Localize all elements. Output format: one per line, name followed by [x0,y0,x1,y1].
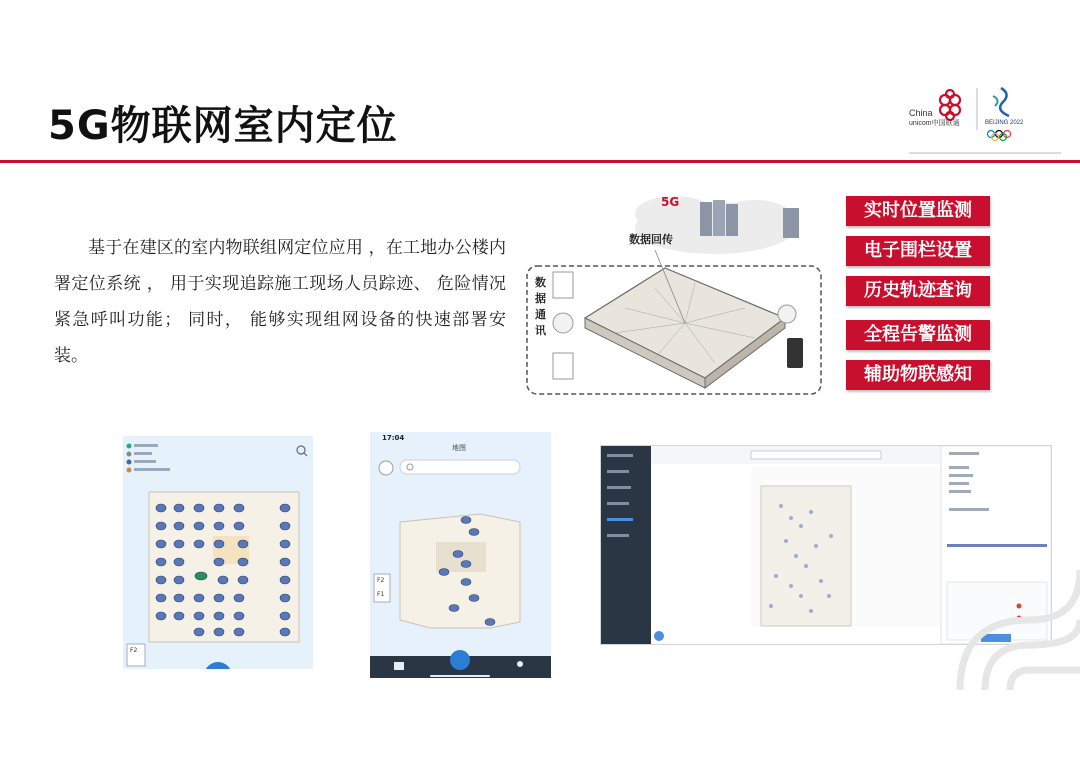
feature-alarm-monitor[interactable]: 全程告警监测 [846,320,990,350]
zoom-control[interactable] [654,631,664,641]
beijing-2022-emblem [985,88,1024,141]
gateway-icon [783,208,799,238]
label-data-comm-2: 据 [535,292,546,305]
anchor-device-icon [778,305,796,323]
time-range-slider[interactable] [751,451,881,459]
label-data-return: 数据回传 [629,233,673,246]
sidebar-item-active[interactable] [607,518,633,521]
title-divider [0,160,1080,163]
sidebar-item[interactable] [607,502,629,505]
unicom-en-line1: China [909,108,933,118]
label-data-comm-3: 通 [535,308,546,321]
sidebar-item[interactable] [607,454,633,457]
compass-icon[interactable] [379,461,393,475]
floor-label-f2: F2 [130,647,138,654]
floor-plan [149,492,299,642]
feature-history-track[interactable]: 历史轨迹查询 [846,276,990,306]
phone-device-icon [787,338,803,368]
feature-iot-sensing[interactable]: 辅助物联感知 [846,360,990,390]
tab-home-icon[interactable] [394,662,404,670]
tab-center-button[interactable] [450,650,470,670]
sidebar-item[interactable] [607,486,631,489]
decorative-pattern [940,560,1080,690]
floor-label-f2: F2 [377,577,385,584]
floor-label-f1: F1 [377,591,385,598]
tab-profile-icon[interactable] [517,661,523,667]
sidebar-item[interactable] [607,534,629,537]
phone-title: 地图 [452,444,466,452]
locate-button[interactable] [204,662,232,669]
label-data-comm-4: 讯 [535,324,546,337]
server-icon [700,200,738,236]
track-timeline [947,544,1047,547]
beacon-device-icon [553,313,573,333]
unicom-en-line2: unicom中国联通 [909,120,960,127]
label-5g: 5G [661,195,680,209]
sidebar-item[interactable] [607,470,629,473]
sidebar [601,446,651,644]
search-icon[interactable] [297,446,305,454]
feature-geofence[interactable]: 电子围栏设置 [846,236,990,266]
beijing-label: BEIJING 2022 [985,120,1024,126]
system-diagram [525,188,825,398]
laptop-device-icon [553,272,573,298]
brand-logos [905,82,1065,160]
feature-realtime-location[interactable]: 实时位置监测 [846,196,990,226]
status-time: 17:04 [382,434,405,442]
label-data-comm-1: 数 [535,276,546,289]
slide-title: 5G物联网室内定位 [48,103,398,149]
body-paragraph: 基于在建区的室内物联组网定位应用 ，在工地办公楼内署定位系统 ， 用于实现追踪施工现场人员踪迹、 危险情况紧急呼叫功能； 同时， 能够实现组网设备的快速部署安装。 [54,238,506,366]
map-screenshot-phone [370,432,551,678]
search-bar[interactable] [400,460,520,474]
map-screenshot-tablet [123,436,313,669]
building-floorplan [585,250,785,388]
router-device-icon [553,353,573,379]
china-unicom-logo [905,82,1065,160]
legend-list [127,444,171,473]
